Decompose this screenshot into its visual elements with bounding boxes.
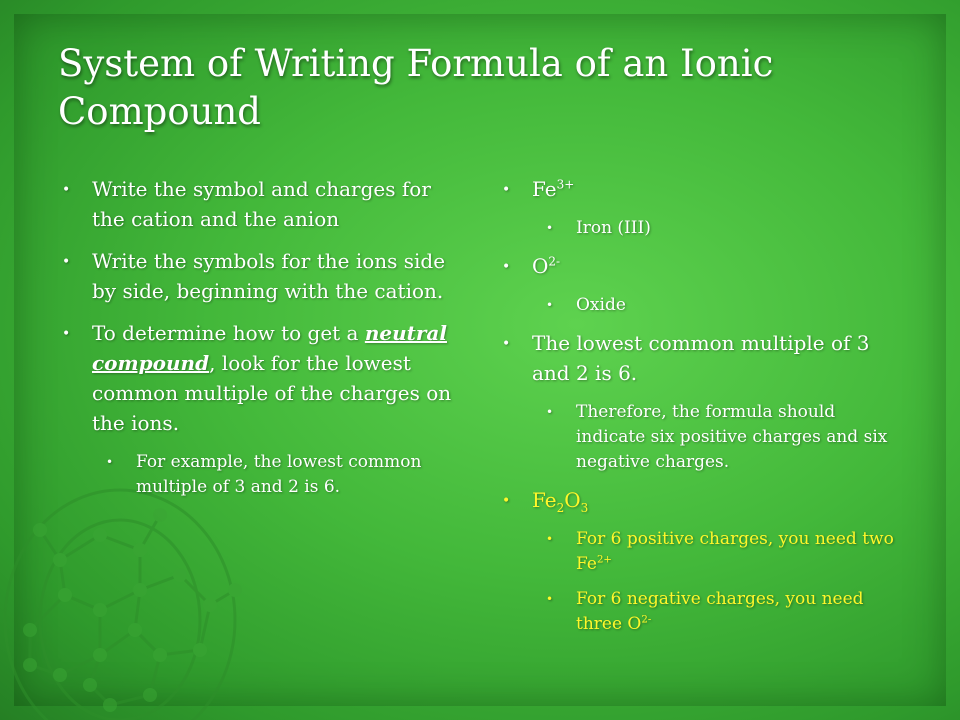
slide-title: System of Writing Formula of an Ionic Compound (58, 42, 774, 133)
bullet-item-lcm (498, 328, 908, 388)
sub-bullet-text: For example, the lowest common multiple of 3 and 2 is 6. (136, 452, 422, 497)
left-column (58, 174, 468, 510)
bullet-icon: • (502, 336, 511, 352)
bullet-text: Write the symbols for the ions side by side, beginning with the cation. (92, 249, 446, 303)
formula-fe-subscript: 2 (556, 501, 565, 515)
bullet-text-pre: To determine how to get a (92, 321, 365, 345)
formula-o-subscript: 3 (580, 501, 589, 515)
negative-charge-sup: 2- (641, 614, 652, 626)
sub-bullet-item-negative (542, 587, 908, 637)
bullet-item (58, 174, 468, 234)
bullet-icon: • (502, 493, 511, 509)
bullet-item (58, 246, 468, 306)
keyword-neutral-compound: neutral compound (92, 321, 447, 375)
ion-symbol-fe: Fe (532, 177, 557, 201)
sub-bullet-item (542, 216, 908, 241)
bullet-icon: • (546, 298, 554, 312)
right-column (498, 174, 908, 647)
positive-charges-text: For 6 positive charges, you need two Fe (576, 529, 894, 574)
sub-bullet-item-positive (542, 527, 908, 577)
bullet-text-post: , look for the lowest common multiple of the charges on the ions. (92, 351, 452, 435)
lcm-text: The lowest common multiple of 3 and 2 is 6. (532, 331, 870, 385)
ion-charge-o: 2- (548, 254, 561, 269)
positive-charge-sup: 2+ (596, 554, 612, 566)
bullet-icon: • (62, 326, 71, 342)
formula-fe: Fe (532, 488, 557, 512)
sub-bullet-item (542, 400, 908, 475)
bullet-item-fe (498, 174, 908, 204)
bullet-icon: • (546, 405, 554, 419)
bullet-text: Write the symbol and charges for the cation and the anion (92, 177, 431, 231)
formula-o: O (564, 488, 581, 512)
bullet-icon: • (106, 455, 114, 469)
bullet-icon: • (546, 592, 554, 606)
bullet-icon: • (62, 254, 71, 270)
bullet-icon: • (502, 182, 511, 198)
ion-name-o: Oxide (576, 295, 626, 315)
lcm-sub-text: Therefore, the formula should indicate six positive charges and six negative charges. (576, 402, 888, 472)
bullet-item-formula (498, 485, 908, 515)
ion-symbol-o: O (532, 254, 549, 278)
sub-bullet-item (542, 293, 908, 318)
bullet-icon: • (546, 532, 554, 546)
negative-charges-text: For 6 negative charges, you need three O (576, 589, 864, 634)
bullet-icon: • (62, 182, 71, 198)
bullet-icon: • (546, 221, 554, 235)
ion-name-fe: Iron (III) (576, 218, 651, 238)
bullet-icon: • (502, 259, 511, 275)
sub-bullet-item (102, 450, 468, 500)
bullet-item (58, 318, 468, 438)
bullet-item-o (498, 251, 908, 281)
ion-charge-fe: 3+ (556, 177, 575, 192)
